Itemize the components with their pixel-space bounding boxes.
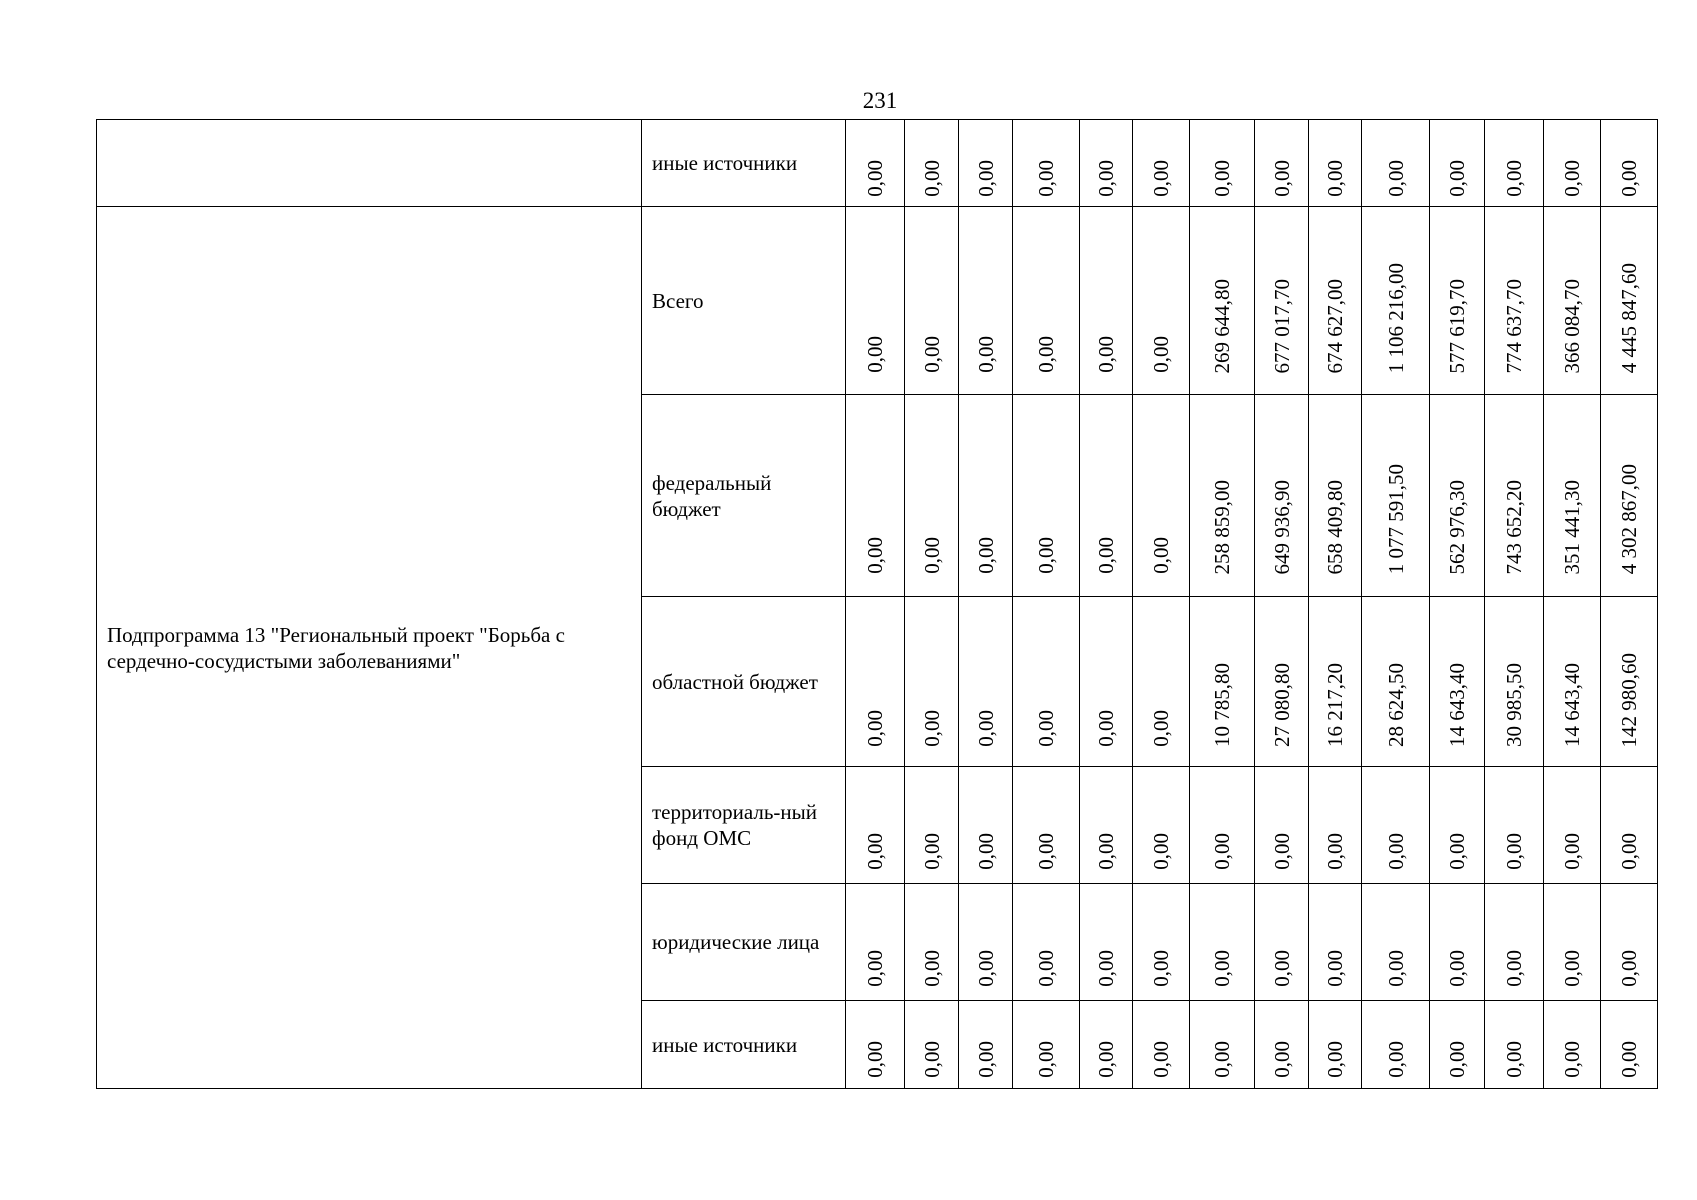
value-cell	[1430, 395, 1485, 597]
table-row	[97, 207, 1658, 395]
value-cell	[1430, 767, 1485, 884]
value-cell	[1544, 395, 1601, 597]
value-cell	[1255, 1001, 1309, 1089]
value-text: 0,00	[1034, 160, 1058, 197]
value-text: 0,00	[1502, 950, 1526, 987]
value-cell	[1080, 207, 1133, 395]
value-cell	[1309, 120, 1362, 207]
value-text: 562 976,30	[1445, 479, 1469, 574]
value-text: 27 080,80	[1269, 663, 1294, 747]
value-text: 0,00	[1034, 1041, 1058, 1078]
value-text: 0,00	[1560, 160, 1584, 197]
value-cell	[1601, 120, 1658, 207]
value-cell	[1362, 207, 1430, 395]
value-cell	[846, 207, 905, 395]
value-cell	[846, 1001, 905, 1089]
value-text: 28 624,50	[1383, 663, 1408, 747]
value-text: 351 441,30	[1560, 479, 1584, 574]
value-cell	[1133, 1001, 1190, 1089]
funding-source-cell: областной бюджет	[642, 597, 846, 767]
value-cell	[1255, 120, 1309, 207]
value-text: 0,00	[1560, 833, 1584, 870]
value-text: 0,00	[1149, 160, 1173, 197]
value-text: 658 409,80	[1323, 479, 1347, 574]
value-cell	[1601, 1001, 1658, 1089]
value-text: 16 217,20	[1323, 663, 1347, 747]
value-cell	[1544, 120, 1601, 207]
value-cell	[1485, 1001, 1544, 1089]
value-cell	[846, 597, 905, 767]
value-cell	[846, 767, 905, 884]
value-cell	[1133, 767, 1190, 884]
value-text: 0,00	[1383, 833, 1408, 870]
value-cell	[1485, 884, 1544, 1001]
value-text: 0,00	[1210, 1041, 1234, 1078]
value-cell	[1080, 884, 1133, 1001]
value-cell	[959, 767, 1013, 884]
value-text: 0,00	[1094, 537, 1118, 574]
value-cell	[1485, 120, 1544, 207]
value-text: 0,00	[1034, 537, 1058, 574]
value-cell	[959, 120, 1013, 207]
table-row	[97, 120, 1658, 207]
value-cell	[1255, 597, 1309, 767]
value-text: 743 652,20	[1502, 479, 1526, 574]
value-text: 0,00	[1560, 950, 1584, 987]
value-cell	[1255, 767, 1309, 884]
value-cell	[1544, 767, 1601, 884]
value-text: 0,00	[1149, 710, 1173, 747]
value-text: 30 985,50	[1502, 663, 1526, 747]
value-text: 0,00	[1149, 537, 1173, 574]
value-text: 0,00	[1445, 160, 1469, 197]
value-text: 0,00	[1445, 950, 1469, 987]
value-cell	[1309, 767, 1362, 884]
value-text: 0,00	[863, 160, 887, 197]
value-text: 0,00	[863, 336, 887, 373]
value-cell	[1013, 767, 1080, 884]
value-cell	[1362, 597, 1430, 767]
value-cell	[1362, 767, 1430, 884]
value-cell	[905, 597, 959, 767]
value-text: 0,00	[1034, 710, 1058, 747]
value-cell	[1309, 1001, 1362, 1089]
value-text: 258 859,00	[1210, 479, 1234, 574]
value-text: 0,00	[1094, 710, 1118, 747]
value-cell	[1544, 884, 1601, 1001]
value-text: 14 643,40	[1445, 663, 1469, 747]
value-text: 0,00	[1323, 950, 1347, 987]
page-number: 231	[862, 88, 898, 113]
value-text: 0,00	[1323, 160, 1347, 197]
value-cell	[1362, 120, 1430, 207]
value-cell	[1013, 884, 1080, 1001]
value-cell	[1430, 1001, 1485, 1089]
value-cell	[1309, 395, 1362, 597]
value-text: 0,00	[1617, 950, 1641, 987]
value-text: 0,00	[1383, 1041, 1408, 1078]
value-cell	[905, 884, 959, 1001]
value-text: 0,00	[1445, 1041, 1469, 1078]
value-cell	[1309, 884, 1362, 1001]
value-cell	[905, 120, 959, 207]
value-text: 0,00	[1502, 833, 1526, 870]
value-text: 0,00	[863, 950, 887, 987]
program-name-cell: Подпрограмма 13 "Региональный проект "Борьба с сердечно-сосудистыми заболеваниями"	[97, 207, 642, 1089]
value-text: 0,00	[973, 950, 998, 987]
value-text: 4 445 847,60	[1617, 262, 1641, 373]
value-text: 0,00	[1383, 950, 1408, 987]
value-cell	[846, 395, 905, 597]
value-text: 0,00	[863, 537, 887, 574]
program-name-cell	[97, 120, 642, 207]
value-text: 0,00	[1323, 833, 1347, 870]
value-text: 0,00	[919, 537, 944, 574]
value-cell	[1080, 120, 1133, 207]
value-cell	[1485, 207, 1544, 395]
value-text: 0,00	[1034, 833, 1058, 870]
value-cell	[1544, 207, 1601, 395]
value-text: 649 936,90	[1269, 479, 1294, 574]
value-text: 0,00	[973, 1041, 998, 1078]
value-cell	[959, 1001, 1013, 1089]
value-cell	[1190, 597, 1255, 767]
funding-source-cell: Всего	[642, 207, 846, 395]
value-cell	[1080, 1001, 1133, 1089]
value-cell	[1485, 395, 1544, 597]
value-text: 0,00	[863, 710, 887, 747]
value-cell	[959, 597, 1013, 767]
value-cell	[846, 884, 905, 1001]
funding-table	[96, 119, 1658, 1089]
value-text: 0,00	[1269, 833, 1294, 870]
value-text: 0,00	[973, 833, 998, 870]
value-cell	[846, 120, 905, 207]
value-text: 1 106 216,00	[1383, 262, 1408, 373]
value-text: 0,00	[1094, 833, 1118, 870]
value-cell	[1133, 597, 1190, 767]
value-cell	[1133, 395, 1190, 597]
value-text: 1 077 591,50	[1383, 463, 1408, 574]
value-cell	[1190, 767, 1255, 884]
value-text: 0,00	[1034, 336, 1058, 373]
value-cell	[1190, 1001, 1255, 1089]
value-cell	[1013, 1001, 1080, 1089]
value-cell	[1013, 395, 1080, 597]
value-text: 0,00	[973, 710, 998, 747]
value-cell	[1013, 597, 1080, 767]
funding-source-cell: территориаль-ный фонд ОМС	[642, 767, 846, 884]
value-cell	[1080, 767, 1133, 884]
value-cell	[1601, 597, 1658, 767]
value-text: 0,00	[1383, 160, 1408, 197]
value-cell	[1190, 207, 1255, 395]
value-text: 0,00	[1445, 833, 1469, 870]
value-text: 0,00	[1323, 1041, 1347, 1078]
value-cell	[1133, 207, 1190, 395]
value-cell	[959, 884, 1013, 1001]
value-text: 0,00	[1149, 833, 1173, 870]
value-cell	[1255, 207, 1309, 395]
value-text: 774 637,70	[1502, 278, 1526, 373]
value-text: 577 619,70	[1445, 278, 1469, 373]
value-text: 0,00	[973, 160, 998, 197]
value-cell	[1362, 884, 1430, 1001]
value-cell	[905, 207, 959, 395]
funding-source-cell: юридические лица	[642, 884, 846, 1001]
value-text: 0,00	[1617, 833, 1641, 870]
value-cell	[959, 395, 1013, 597]
value-text: 0,00	[919, 160, 944, 197]
value-text: 0,00	[1094, 950, 1118, 987]
value-cell	[1190, 884, 1255, 1001]
value-text: 269 644,80	[1210, 278, 1234, 373]
value-cell	[1430, 120, 1485, 207]
value-cell	[1013, 207, 1080, 395]
value-text: 0,00	[1617, 160, 1641, 197]
funding-source-cell: иные источники	[642, 1001, 846, 1089]
value-cell	[1544, 1001, 1601, 1089]
value-cell	[959, 207, 1013, 395]
value-text: 0,00	[863, 833, 887, 870]
value-cell	[1362, 395, 1430, 597]
value-cell	[1080, 597, 1133, 767]
value-text: 0,00	[973, 336, 998, 373]
value-text: 0,00	[1502, 1041, 1526, 1078]
funding-source-cell: иные источники	[642, 120, 846, 207]
value-cell	[1601, 395, 1658, 597]
value-text: 4 302 867,00	[1617, 463, 1641, 574]
value-cell	[1013, 120, 1080, 207]
value-cell	[1190, 395, 1255, 597]
value-cell	[1255, 395, 1309, 597]
value-text: 0,00	[863, 1041, 887, 1078]
value-cell	[905, 767, 959, 884]
value-cell	[1255, 884, 1309, 1001]
value-text: 0,00	[1034, 950, 1058, 987]
funding-source-cell: федеральный бюджет	[642, 395, 846, 597]
value-cell	[1430, 597, 1485, 767]
value-cell	[1133, 884, 1190, 1001]
value-cell	[1309, 207, 1362, 395]
value-text: 0,00	[1094, 1041, 1118, 1078]
value-text: 0,00	[1149, 1041, 1173, 1078]
value-text: 0,00	[1502, 160, 1526, 197]
value-cell	[1430, 884, 1485, 1001]
value-text: 0,00	[1617, 1041, 1641, 1078]
value-cell	[1133, 120, 1190, 207]
value-text: 0,00	[1210, 950, 1234, 987]
value-cell	[905, 395, 959, 597]
value-text: 0,00	[919, 336, 944, 373]
value-text: 0,00	[973, 537, 998, 574]
value-text: 0,00	[1269, 1041, 1294, 1078]
value-cell	[905, 1001, 959, 1089]
value-text: 142 980,60	[1617, 652, 1641, 747]
value-cell	[1601, 767, 1658, 884]
value-cell	[1485, 597, 1544, 767]
value-cell	[1601, 884, 1658, 1001]
value-text: 0,00	[1210, 833, 1234, 870]
value-cell	[1190, 120, 1255, 207]
value-cell	[1544, 597, 1601, 767]
value-cell	[1485, 767, 1544, 884]
value-cell	[1309, 597, 1362, 767]
value-text: 0,00	[1149, 950, 1173, 987]
value-text: 14 643,40	[1560, 663, 1584, 747]
value-text: 10 785,80	[1210, 663, 1234, 747]
value-text: 0,00	[1560, 1041, 1584, 1078]
value-text: 0,00	[1269, 950, 1294, 987]
value-text: 0,00	[919, 710, 944, 747]
value-text: 0,00	[1269, 160, 1294, 197]
value-cell	[1430, 207, 1485, 395]
value-cell	[1080, 395, 1133, 597]
value-text: 674 627,00	[1323, 278, 1347, 373]
value-text: 0,00	[1094, 160, 1118, 197]
value-text: 0,00	[1210, 160, 1234, 197]
value-text: 0,00	[1149, 336, 1173, 373]
value-cell	[1362, 1001, 1430, 1089]
value-text: 0,00	[919, 950, 944, 987]
value-text: 0,00	[1094, 336, 1118, 373]
value-text: 0,00	[919, 833, 944, 870]
value-text: 366 084,70	[1560, 278, 1584, 373]
value-cell	[1601, 207, 1658, 395]
value-text: 677 017,70	[1269, 278, 1294, 373]
value-text: 0,00	[919, 1041, 944, 1078]
